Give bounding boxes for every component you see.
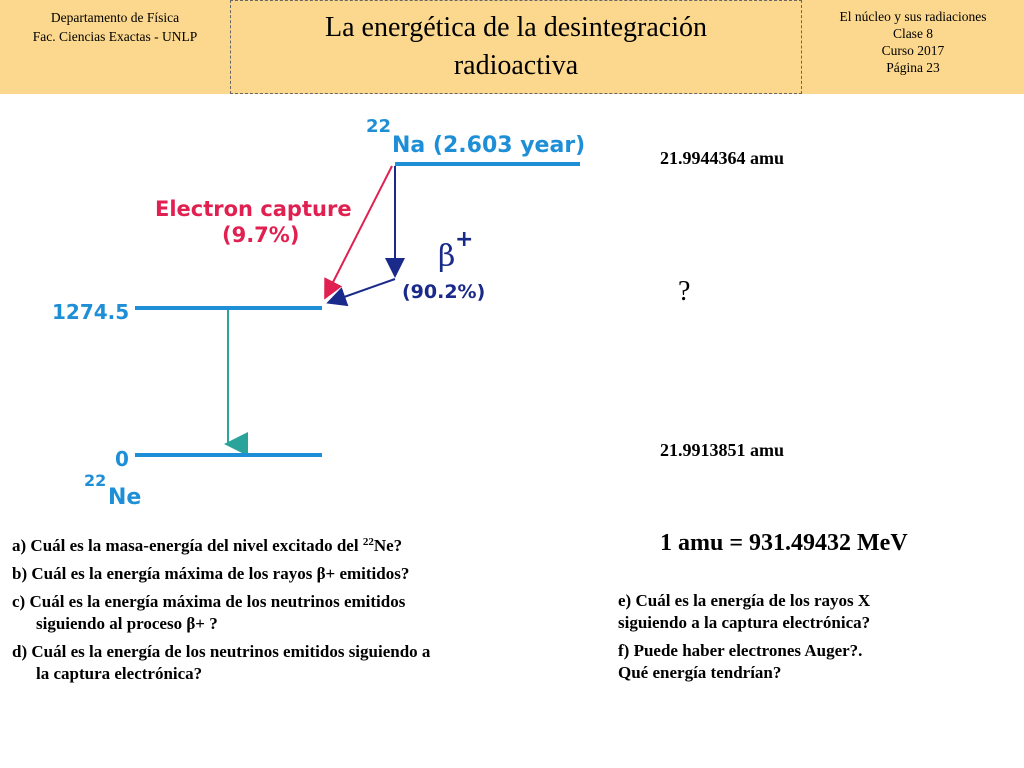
beta-plus-diagonal-arrow bbox=[330, 279, 395, 302]
question-e bbox=[618, 590, 998, 634]
electron-capture-label: Electron capture bbox=[155, 197, 352, 221]
course-year-label: Curso 2017 bbox=[881, 43, 945, 58]
page-number-label: Página 23 bbox=[886, 60, 940, 75]
questions-left bbox=[12, 531, 602, 691]
decay-scheme-diagram bbox=[0, 94, 620, 524]
question-a-end: Ne? bbox=[373, 536, 403, 555]
question-d-line1: d) Cuál es la energía de los neutrinos emitidos siguiendo a bbox=[12, 642, 431, 661]
faculty-label: Fac. Ciencias Exactas - UNLP bbox=[32, 29, 198, 44]
amu-conversion: 1 amu = 931.49432 MeV bbox=[660, 530, 908, 556]
beta-plus-symbol: β bbox=[438, 239, 456, 274]
question-d bbox=[12, 641, 602, 685]
question-d-line2: la captura electrónica? bbox=[36, 664, 203, 683]
question-a bbox=[12, 531, 602, 557]
header-left-box bbox=[0, 0, 230, 94]
question-c-line1: c) Cuál es la energía máxima de los neutrinos emitidos bbox=[12, 592, 406, 611]
question-f bbox=[618, 640, 998, 684]
question-e-line1: e) Cuál es la energía de los rayos X bbox=[618, 591, 871, 610]
daughter-mass-number: 22 bbox=[84, 471, 107, 490]
ground-level-energy: 0 bbox=[115, 447, 129, 471]
course-topic-label: El núcleo y sus radiaciones bbox=[839, 9, 987, 24]
parent-mass-number: 22 bbox=[366, 116, 392, 137]
question-c-line2: siguiendo al proceso β+ ? bbox=[36, 614, 218, 633]
class-number-label: Clase 8 bbox=[892, 26, 934, 41]
department-label: Departamento de Física bbox=[50, 10, 180, 25]
question-f-line1: f) Puede haber electrones Auger?. bbox=[618, 641, 863, 660]
slide-title-line1: La energética de la desintegración bbox=[325, 12, 707, 43]
electron-capture-arrow bbox=[326, 166, 392, 296]
question-a-text: a) Cuál es la masa-energía del nivel excitado del bbox=[12, 536, 363, 555]
beta-plus-branch: (90.2%) bbox=[402, 281, 486, 303]
parent-nuclide-label: Na (2.603 year) bbox=[392, 133, 586, 158]
question-b: b) Cuál es la energía máxima de los rayos β+ emitidos? bbox=[12, 564, 410, 583]
electron-capture-branch: (9.7%) bbox=[222, 223, 300, 247]
excited-level-energy: 1274.5 bbox=[52, 300, 130, 324]
daughter-nuclide-label: Ne bbox=[108, 485, 142, 510]
parent-mass-value: 21.9944364 amu bbox=[660, 148, 785, 168]
question-f-line2: Qué energía tendrían? bbox=[618, 663, 782, 682]
daughter-mass-value: 21.9913851 amu bbox=[660, 440, 785, 460]
question-a-superscript: 22 bbox=[362, 536, 374, 548]
slide-title bbox=[230, 0, 802, 94]
beta-plus-superscript: + bbox=[455, 227, 474, 252]
questions-right bbox=[618, 590, 998, 690]
question-c bbox=[12, 591, 602, 635]
header-right-box bbox=[802, 0, 1024, 94]
unknown-mass-value: ? bbox=[678, 276, 691, 307]
slide-title-line2: radioactiva bbox=[453, 50, 579, 81]
question-e-line2: siguiendo a la captura electrónica? bbox=[618, 613, 871, 632]
